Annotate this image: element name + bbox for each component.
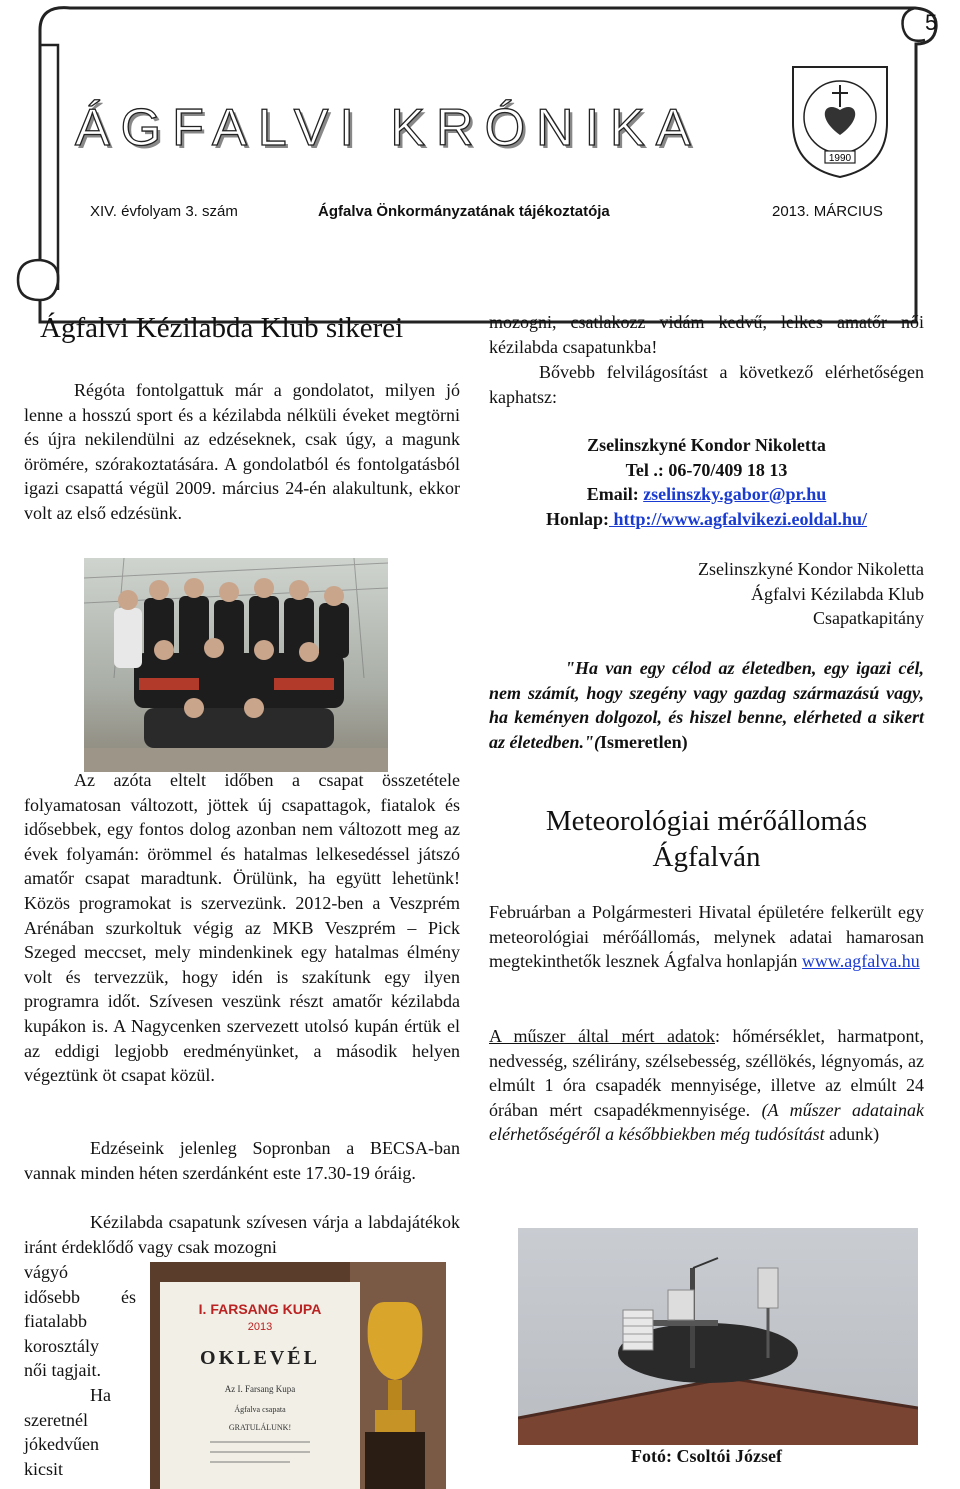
weather-p1: Februárban a Polgármesteri Hivatal épületére felkerült egy meteorológiai mérőállomás, melynek adatai hamarosan megtekinthetők lesznek Ágfalva honlapján www.agfalva.hu	[489, 902, 924, 972]
article-title-weather: Meteorológiai mérőállomás Ágfalván	[545, 805, 868, 873]
newsletter-title: ÁGFALVI KRÓNIKA	[75, 99, 702, 157]
diploma-year: 2013	[247, 1321, 273, 1333]
page-number: 5	[925, 10, 938, 35]
weather-p2: A műszer által mért adatok: hőmérséklet, harmatpont, nedvesség, szélirány, szélsebesség, széllökés, légnyomás, az elmúlt 1 óra csapadék mennyisége, illetve az elmúlt 24 órában mért csapadékmennyisége. (A műszer adatainak elérhetőségéről a későbbiekben még tudósítást adunk)	[489, 1026, 924, 1145]
diploma-header: I. FARSANG KUPA	[198, 1301, 322, 1317]
diploma-title: OKLEVÉL	[200, 1347, 320, 1369]
quote: "Ha van egy célod az életedben, egy igazi cél, nem számít, hogy szegény vagy gazdag származású vagy, ha keményen dolgozol, és hiszel benne, elérheted a sikert az életedben."(Ismeretlen)	[489, 658, 924, 752]
article-info: Bővebb felvilágosítást a következő elérhetőségen kaphatsz:	[489, 362, 924, 407]
contact-website-link[interactable]: http://www.agfalvikezi.eoldal.hu/	[609, 508, 868, 529]
article-invite-narrow: vágyó idősebb és fiatalabb korosztály női tagjait. Ha szeretnél jókedvűen kicsit	[24, 1262, 136, 1479]
contact-block: Zselinszkyné Kondor Nikoletta Tel .: 06-70/409 18 13 Email: zselinszky.gabor@pr.hu Honlap: http://www.agfalvikezi.eoldal.hu/	[489, 433, 924, 531]
diploma-line1: Az I. Farsang Kupa	[224, 1384, 296, 1394]
diploma-trophy-photo	[150, 1262, 446, 1489]
photo-credit: Fotó: Csoltói József	[631, 1446, 782, 1466]
article-body-invite: Kézilabda csapatunk szívesen várja a labdajátékok iránt érdeklődő vagy csak mozogni	[24, 1212, 460, 1257]
team-photo	[84, 558, 388, 772]
article-signature: Zselinszkyné Kondor Nikoletta Ágfalvi Kézilabda Klub Csapatkapitány	[698, 559, 924, 629]
article-body-1: Az azóta eltelt időben a csapat összetétele folyamatosan változott, jöttek új csapattagok, fiatalok és idősebbek, egy fontos dolog azonban nem változott meg az évek folyamán: örömmel és hatalmas lelkesedéssel játszó amatőr csapat maradtunk. Örülünk, ha együtt lehetünk! Közös programokat is szervezünk. 2012-ben a Veszprém Arénában szurkoltuk végig az MKB Veszprém – Pick Szeged meccset, mely mindenkinek egy hatalmas élmény volt és tervezzük, hogy idén is szakítunk egy ilyen programra időt. Szívesen veszünk részt amatőr kézilabda kupákon is. A Nagycenken szervezett utolsó kupán értük el az eddigi legjobb eredményünket, a második helyen végeztünk öt csapat közül.	[24, 770, 460, 1086]
contact-tel: Tel .: 06-70/409 18 13	[625, 459, 788, 480]
issue-volume: XIV. évfolyam 3. szám	[90, 203, 238, 220]
diploma-line3: GRATULÁLUNK!	[228, 1423, 292, 1432]
contact-email-link[interactable]: zselinszky.gabor@pr.hu	[643, 484, 827, 505]
article-continued: mozogni, csatlakozz vidám kedvű, lelkes amatőr női kézilabda csapatunkba!	[489, 312, 924, 357]
publisher-tagline: Ágfalva Önkormányzatának tájékoztatója	[318, 203, 610, 220]
weather-station-photo	[518, 1228, 918, 1445]
article-body-training: Edzéseink jelenleg Sopronban a BECSA-ban vannak minden héten szerdánként este 17.30-19 óráig.	[24, 1138, 460, 1183]
municipal-seal-logo	[785, 55, 895, 180]
agfalva-website-link[interactable]: www.agfalva.hu	[801, 951, 920, 972]
article-intro: Régóta fontolgattuk már a gondolatot, milyen jó lenne a hosszú sport és a kézilabda nélküli éveket megtörni és újra nekilendülni az edzéseknek, csak úgy, a magunk örömére, szórakoztatására. A gondolatból és fontolgatásból igazi csapattá végül 2009. március 24-én alakultunk, ekkor volt az első edzésünk.	[24, 380, 460, 523]
issue-date: 2013. MÁRCIUS	[772, 203, 883, 220]
diploma-line2: Ágfalva csapata	[234, 1405, 286, 1414]
seal-year: 1990	[828, 153, 852, 164]
contact-name: Zselinszkyné Kondor Nikoletta	[587, 435, 826, 455]
article-title-handball: Ágfalvi Kézilabda Klub sikerei	[40, 312, 404, 344]
